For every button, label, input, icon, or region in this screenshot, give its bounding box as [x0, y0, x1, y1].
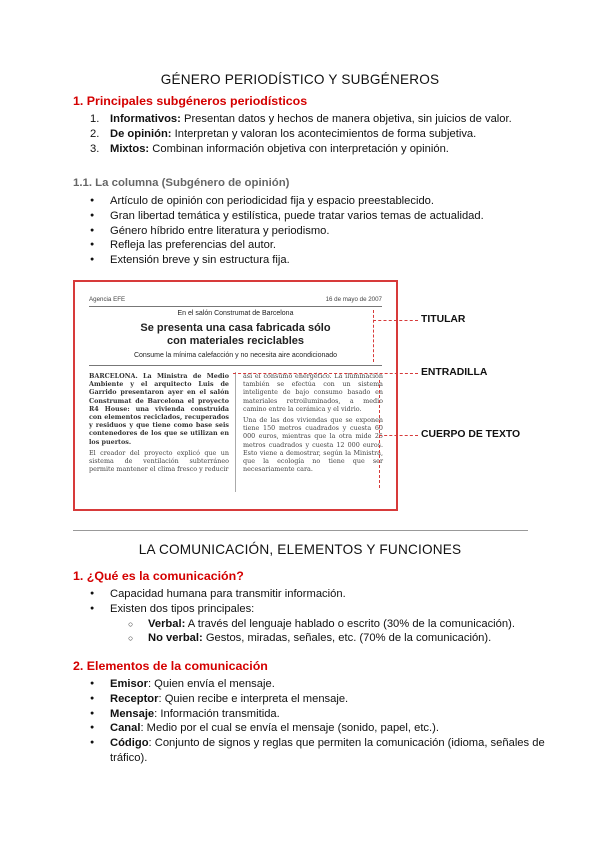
titular-connector	[373, 320, 418, 321]
list-item: ○ No verbal: Gestos, miradas, señales, etc. (70% de la comunicación).	[128, 631, 550, 646]
list-item: ● Existen dos tipos principales: ○ Verbal: A través del lenguaje hablado o escrito (30% de la comunicación). ○ No verbal: Gestos, miradas, señales, etc. (70% de la comunicación).	[90, 602, 550, 646]
section1-heading: 1. Principales subgéneros periodísticos	[73, 94, 308, 108]
list-item: ● Mensaje: Información transmitida.	[90, 707, 550, 722]
communication-types-list	[128, 617, 550, 647]
list-item: ○ Verbal: A través del lenguaje hablado o escrito (30% de la comunicación).	[128, 617, 550, 632]
cuerpo-connector	[379, 435, 418, 436]
communication-list	[90, 587, 550, 646]
cuerpo-bracket	[379, 380, 380, 488]
newspaper-clipping	[73, 280, 398, 511]
titular-bracket	[373, 310, 374, 362]
subhead: Consume la mínima calefacción y no necesita aire acondicionado	[133, 352, 338, 359]
list-item: 3. Mixtos: Combinan información objetiva con interpretación y opinión.	[90, 142, 449, 155]
section2-heading2: 2. Elementos de la comunicación	[73, 659, 268, 673]
list-item: ● Artículo de opinión con periodicidad fija y espacio preestablecido.	[90, 194, 550, 209]
article-column-2: así el consumo energético. La iluminación también se efectúa con un sistema inteligente de bajo consumo basado en materiales retroiluminados, a medio camino entre la cerámica y el vidrio. Una de las dos viviendas que se exponen tiene 150 metros cuadrados y cuesta 60 000 euros, mientras que la otra mide 25 metros cuadrados y cuesta 12 000 euros. Esto viene a demostrar, según la Ministra, que la ecología no tiene que ser necesariamente cara.	[243, 372, 383, 474]
divider	[89, 306, 382, 307]
newspaper-figure	[73, 280, 528, 512]
list-item: ● Canal: Medio por el cual se envía el mensaje (sonido, papel, etc.).	[90, 721, 550, 736]
list-item: ● Emisor: Quien envía el mensaje.	[90, 677, 550, 692]
entradilla-connector	[233, 373, 418, 374]
column-separator	[235, 372, 236, 492]
list-item: ● Receptor: Quien recibe e interpreta el mensaje.	[90, 692, 550, 707]
elements-list	[90, 677, 550, 766]
headline: Se presenta una casa fabricada sólo con materiales reciclables	[140, 322, 331, 347]
agency-label: Agencia EFE	[89, 296, 126, 303]
list-item: ● Código: Conjunto de signos y reglas que permiten la comunicación (idioma, señales de tráfico).	[90, 736, 550, 766]
section2-heading1: 1. ¿Qué es la comunicación?	[73, 569, 244, 583]
column-features-list	[90, 194, 550, 268]
list-item: ● Gran libertad temática y estilística, puede tratar varios temas de actualidad.	[90, 209, 550, 224]
list-item: 2. De opinión: Interpretan y valoran los acontecimientos de forma subjetiva.	[90, 127, 477, 140]
titular-label: TITULAR	[421, 314, 466, 325]
pretitle: En el salón Construmat de Barcelona	[177, 310, 294, 317]
list-item: ● Extensión breve y sin estructura fija.	[90, 253, 550, 268]
cuerpo-label: CUERPO DE TEXTO	[421, 429, 521, 440]
section1-title: GÉNERO PERIODÍSTICO Y SUBGÉNEROS	[160, 72, 440, 87]
divider	[89, 365, 382, 366]
subgenres-list	[90, 112, 550, 156]
list-item: ● Capacidad humana para transmitir información.	[90, 587, 550, 602]
entradilla-label: ENTRADILLA	[421, 367, 488, 378]
section-divider	[73, 530, 528, 531]
column-subheading: 1.1. La columna (Subgénero de opinión)	[73, 177, 290, 189]
section2-title: LA COMUNICACIÓN, ELEMENTOS Y FUNCIONES	[138, 542, 462, 557]
list-item: ● Género híbrido entre literatura y periodismo.	[90, 224, 550, 239]
article-column-1: BARCELONA. La Ministra de Medio Ambiente y el arquitecto Luis de Garrido presentaron ayer en el salón Construmat de Barcelona el proyecto R4 House: una vivienda construida con elementos reciclados, recuperados y residuos y que tiene como base seis contenedores de los que se utilizan en los puertos. El creador del proyecto explicó que un sistema de ventilación subterráneo permite mantener el clima fresco y reducir	[89, 372, 229, 474]
list-item: 1. Informativos: Presentan datos y hechos de manera objetiva, sin juicios de valor.	[90, 113, 512, 125]
list-item: ● Refleja las preferencias del autor.	[90, 238, 550, 253]
date-label: 16 de mayo de 2007	[325, 296, 382, 303]
